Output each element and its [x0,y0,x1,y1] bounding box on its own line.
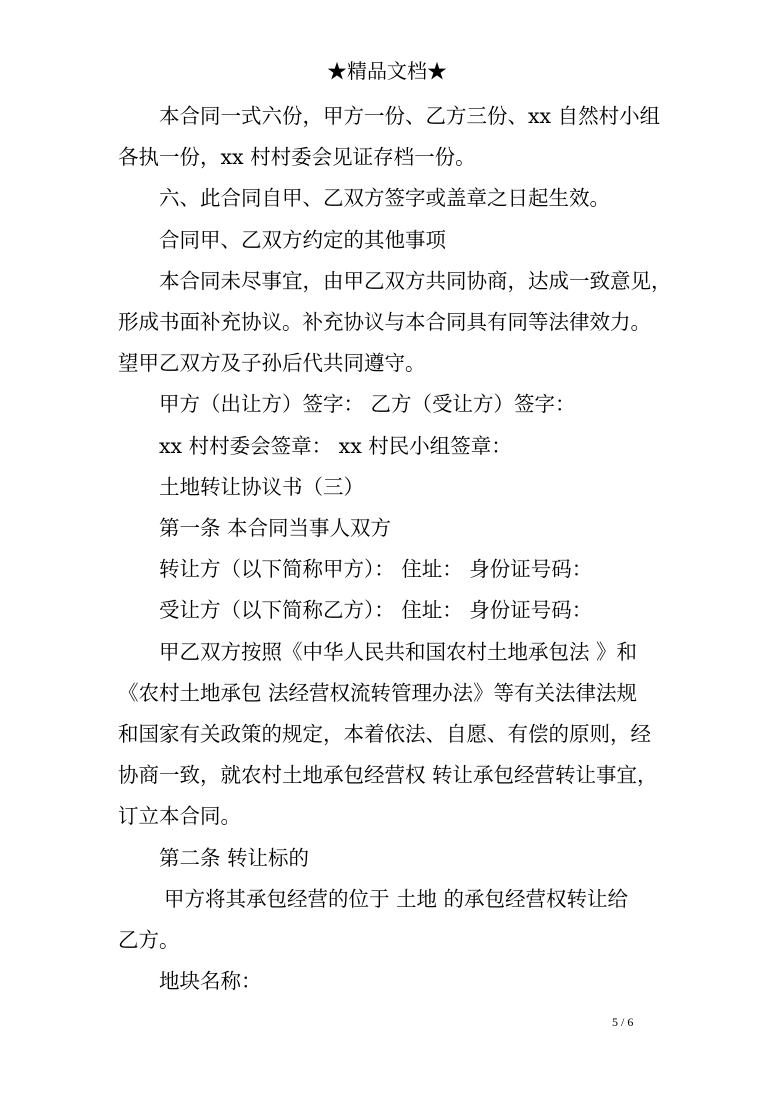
paragraph-line: 订立本合同。 [118,804,241,829]
signature-line: 甲方（出让方）签字： 乙方（受让方）签字： [159,392,576,417]
paragraph-line: 合同甲、乙双方约定的其他事项 [159,227,446,252]
paragraph-line: 甲乙双方按照《中华人民共和国农村土地承包法 》和 [159,639,638,664]
paragraph-line: 六、此合同自甲、乙双方签字或盖章之日起生效。 [159,186,610,211]
article-heading: 第二条 转让标的 [159,845,310,870]
article-heading: 第一条 本合同当事人双方 [159,516,392,541]
paragraph-line: 本合同一式六份，甲方一份、乙方三份、xx 自然村小组 [159,104,661,128]
paragraph-line: 乙方。 [118,928,180,953]
document-header-title: ★精品文档★ [327,59,447,83]
paragraph-line: 形成书面补充协议。补充协议与本合同具有同等法律效力。 [118,310,651,335]
party-line-transferor: 转让方（以下简称甲方）： 住址： 身份证号码： [159,557,593,582]
paragraph-line: 各执一份，xx 村村委会见证存档一份。 [118,145,476,170]
section-title: 土地转让协议书（三） [159,474,364,499]
field-label-plot-name: 地块名称： [159,969,262,994]
page-number: 5 / 6 [612,1015,634,1029]
paragraph-line: 《农村土地承包 法经营权流转管理办法》等有关法律法规 [118,680,638,705]
paragraph-line: 本合同未尽事宜，由甲乙双方共同协商，达成一致意见， [159,268,672,293]
paragraph-line: 协商一致，就农村土地承包经营权 转让承包经营转让事宜， [118,763,658,788]
paragraph-line: 和国家有关政策的规定，本着依法、自愿、有偿的原则，经 [118,722,651,747]
paragraph-line: 甲方将其承包经营的位于 土地 的承包经营权转让给 [164,886,629,911]
paragraph-line: 望甲乙双方及子孙后代共同遵守。 [118,351,426,376]
seal-line: xx 村村委会签章： xx 村民小组签章： [159,433,512,458]
party-line-transferee: 受让方（以下简称乙方）： 住址： 身份证号码： [159,598,593,623]
document-body [118,96,672,1002]
